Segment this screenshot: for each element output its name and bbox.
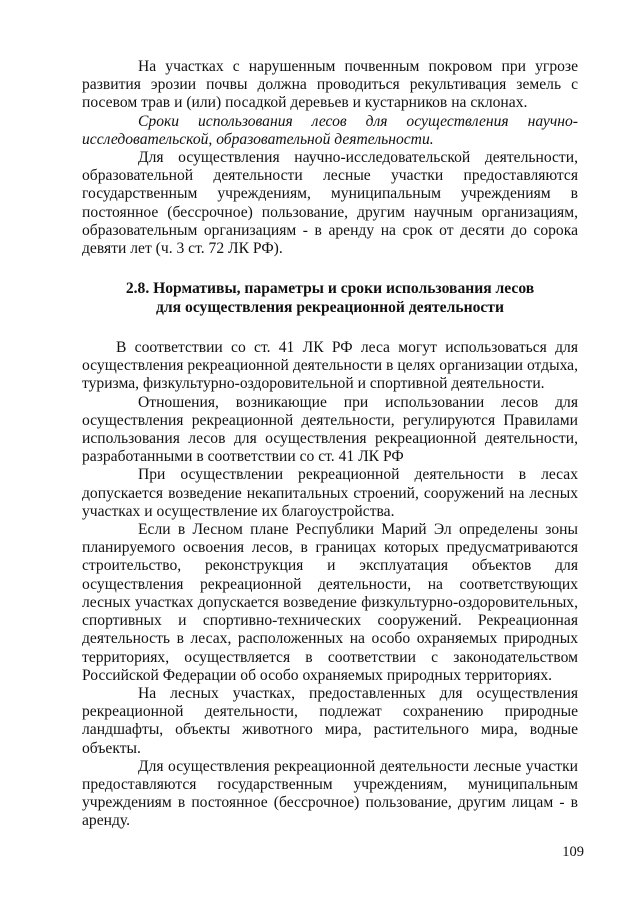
paragraph-recreation-rules: Отношения, возникающие при использовании лесов для осуществления рекреационной деятельности, регулируются Правилами использования лесов для осуществления рекреационной деятельности, разработанными в соответствии со ст. 41 ЛК РФ [82, 393, 578, 466]
paragraph-forest-plan-zones: Если в Лесном плане Республики Марий Эл определены зоны планируемого освоения лесов, в границах которых предусматриваются строительство, реконструкция и эксплуатация объектов для осуществления рекреационной деятельности, на соответствующих лесных участках допускается возведение физкультурно-оздоровительных, спортивных и спортивно-технических сооружений. Рекреационная деятельность в лесах, расположенных на особо охраняемых природных территориях, осуществляется в соответствии с законодательством Российской Федерации об особо охраняемых природных территориях. [82, 521, 578, 684]
paragraph-temporary-structures: При осуществлении рекреационной деятельности в лесах допускается возведение некапитальных строений, сооружений на лесных участках и осуществление их благоустройства. [82, 466, 578, 520]
paragraph-plot-provision: Для осуществления рекреационной деятельности лесные участки предоставляются государственным учреждениям, муниципальным учреждениям в постоянное (бессрочное) пользование, другим лицам - в аренду. [82, 757, 578, 830]
paragraph-research-terms-heading: Сроки использования лесов для осуществления научно-исследовательской, образовательной деятельности. [82, 112, 578, 148]
paragraph-research-terms: Для осуществления научно-исследовательской деятельности, образовательной деятельности лесные участки предоставляются государственным учреждениям, муниципальным учреждениям в постоянное (бессрочное) пользование, другим научным организациям, образовательным организациям - в аренду на срок от десяти до сорока девяти лет (ч. 3 ст. 72 ЛК РФ). [82, 149, 578, 258]
page-body [82, 58, 578, 831]
section-heading-line-2: для осуществления рекреационной деятельности [156, 298, 504, 316]
section-heading [82, 280, 578, 317]
page-number: 109 [562, 844, 584, 860]
paragraph-landscape-preservation: На лесных участках, предоставленных для осуществления рекреационной деятельности, подлежат сохранению природные ландшафты, объекты животного мира, растительного мира, водные объекты. [82, 684, 578, 757]
paragraph-reclamation: На участках с нарушенным почвенным покровом при угрозе развития эрозии почвы должна проводиться рекультивация земель с посевом трав и (или) посадкой деревьев и кустарников на склонах. [82, 58, 578, 112]
paragraph-recreation-intro: В соответствии со ст. 41 ЛК РФ леса могут использоваться для осуществления рекреационной деятельности в целях организации отдыха, туризма, физкультурно-оздоровительной и спортивной деятельности. [82, 339, 578, 393]
section-heading-line-1: 2.8. Нормативы, параметры и сроки использования лесов [125, 280, 535, 298]
